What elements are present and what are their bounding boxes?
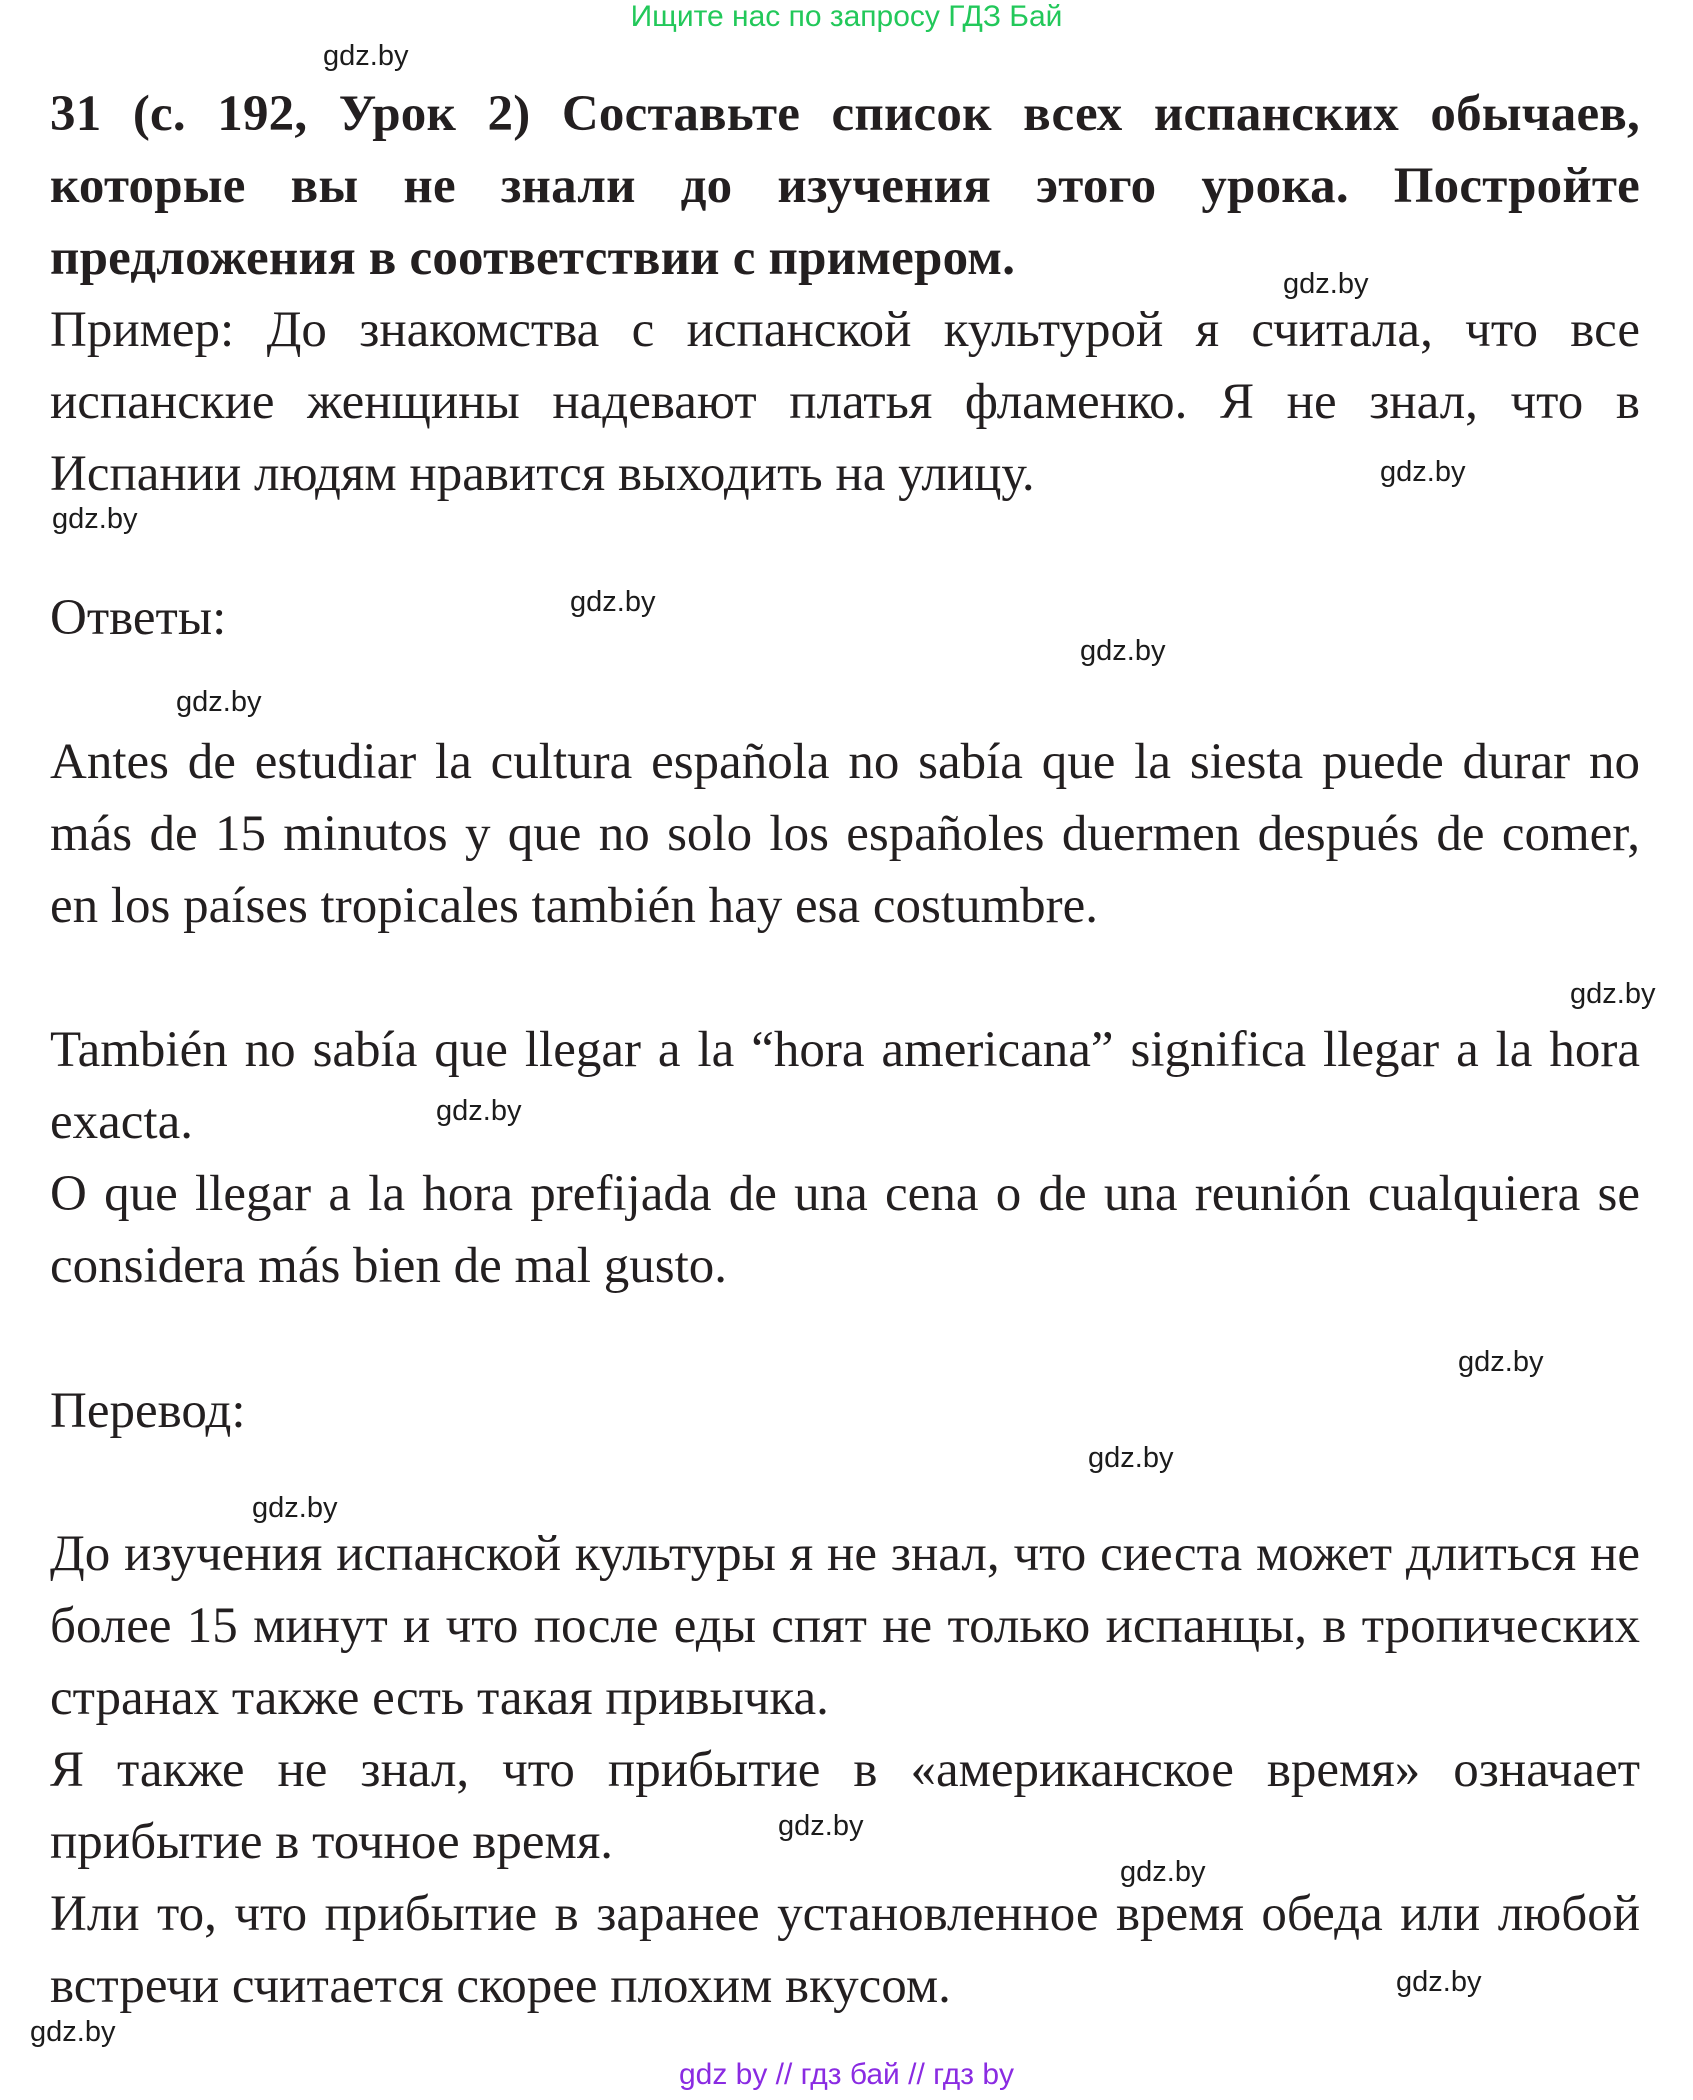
translation-paragraph: До изучения испанской культуры я не знал, что сиеста может длиться не более 15 минут и что после еды спят не только испанцы, в тропических странах также есть такая привычка.	[50, 1526, 1640, 1726]
watermark: gdz.by	[323, 40, 409, 72]
answer-paragraph: Antes de estudiar la cultura española no sabía que la siesta puede durar no más de 15 minutos y que no solo los españoles duermen después de comer, en los países tropicales también hay esa costumbre.	[50, 734, 1640, 934]
watermark: gdz.by	[436, 1095, 522, 1127]
watermark: gdz.by	[30, 2016, 116, 2048]
watermark: gdz.by	[1396, 1966, 1482, 1998]
translation-paragraph: Или то, что прибытие в заранее установленное время обеда или любой встречи считается скорее плохим вкусом.	[50, 1886, 1640, 2014]
watermark: gdz.by	[176, 686, 262, 718]
translation-paragraph: Я также не знал, что прибытие в «американское время» означает прибытие в точное время.	[50, 1742, 1640, 1870]
watermark: gdz.by	[778, 1810, 864, 1842]
watermark: gdz.by	[1570, 978, 1656, 1010]
answer-paragraph: O que llegar a la hora prefijada de una cena o de una reunión cualquiera se considera más bien de mal gusto.	[50, 1166, 1640, 1294]
task-heading: 31 (с. 192, Урок 2) Составьте список всех испанских обычаев, которые вы не знали до изучения этого урока. Постройте предложения в соответствии с примером.	[50, 86, 1640, 286]
watermark: gdz.by	[1120, 1856, 1206, 1888]
watermark: gdz.by	[570, 586, 656, 618]
watermark: gdz.by	[1380, 456, 1466, 488]
watermark: gdz.by	[252, 1492, 338, 1524]
answer-paragraph: También no sabía que llegar a la “hora americana” significa llegar a la hora exacta.	[50, 1022, 1640, 1150]
watermark: gdz.by	[1458, 1346, 1544, 1378]
translation-label: Перевод:	[50, 1383, 246, 1439]
task-example: Пример: До знакомства с испанской культурой я считала, что все испанские женщины надевают платья фламенко. Я не знал, что в Испании людям нравится выходить на улицу.	[50, 302, 1640, 502]
watermark: gdz.by	[1080, 635, 1166, 667]
watermark: gdz.by	[1088, 1442, 1174, 1474]
answers-label: Ответы:	[50, 590, 227, 646]
bottom-site-banner: gdz by // гдз бай // гдз by	[678, 2058, 1015, 2091]
top-search-banner: Ищите нас по запросу ГДЗ Бай	[630, 0, 1063, 33]
watermark: gdz.by	[1283, 268, 1369, 300]
watermark: gdz.by	[52, 503, 138, 535]
